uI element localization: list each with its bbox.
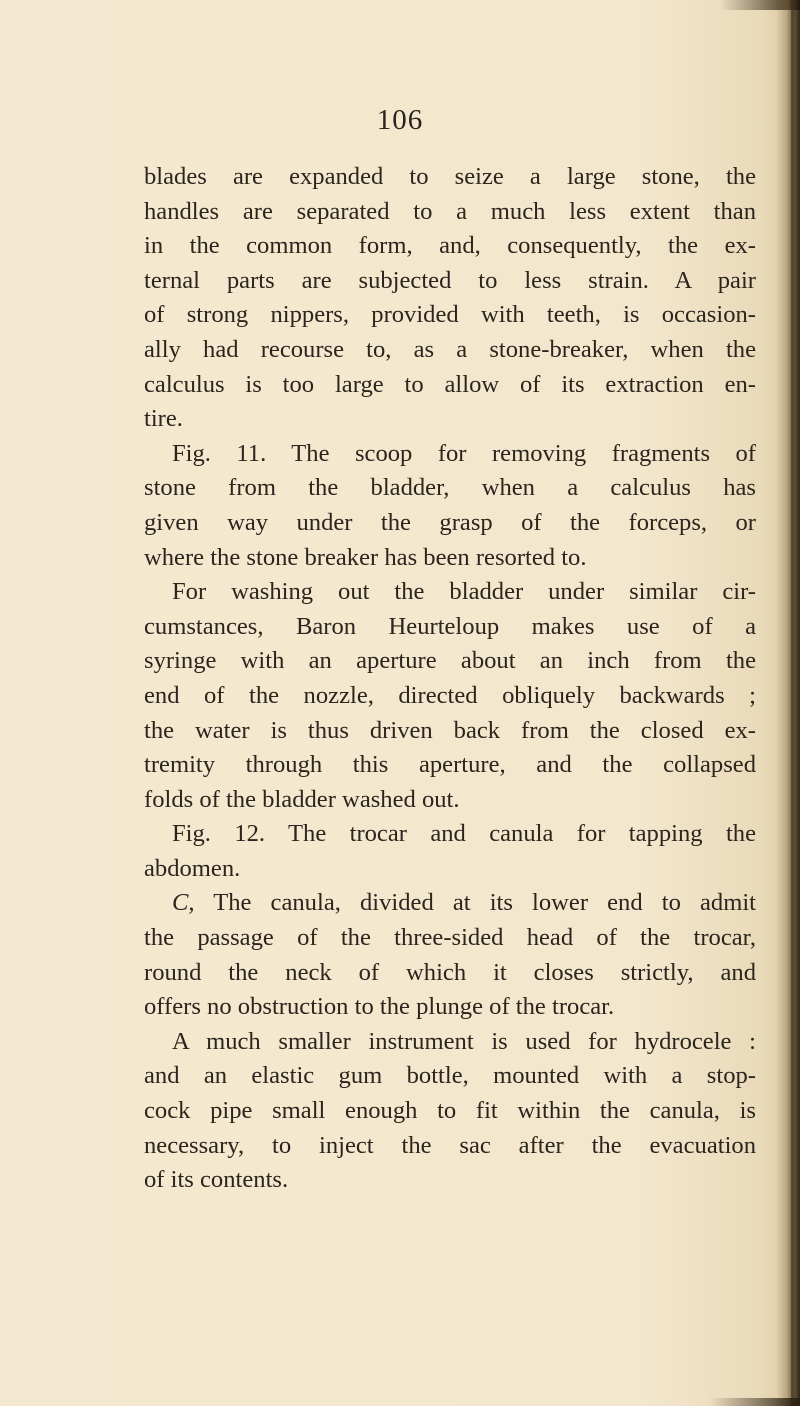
text-line: handles are separated to a much less extent than (144, 197, 756, 225)
page-edge-shadow-bottom (710, 1398, 800, 1406)
text-line: cock pipe small enough to fit within the canula, is (144, 1097, 756, 1125)
text-line: ally had recourse to, as a stone-breaker, when the (144, 335, 756, 363)
text-line: cumstances, Baron Heurteloup makes use of a (144, 612, 756, 640)
text-line: the passage of the three-sided head of the trocar, (144, 924, 756, 952)
text-line: given way under the grasp of the forceps, or (144, 508, 756, 536)
text-line: the water is thus driven back from the closed ex- (144, 716, 756, 744)
text-line: stone from the bladder, when a calculus has (144, 474, 756, 502)
text-line: tremity through this aperture, and the collapsed (144, 751, 756, 779)
text-line: ternal parts are subjected to less strain. A pair (144, 266, 756, 294)
text-line: and an elastic gum bottle, mounted with a stop- (144, 1062, 756, 1090)
text-line: in the common form, and, consequently, the ex- (144, 232, 756, 260)
page-edge-line (791, 0, 794, 1406)
text-line: A much smaller instrument is used for hydrocele : (172, 1027, 756, 1055)
text-line: folds of the bladder washed out. (144, 785, 460, 813)
text-line: where the stone breaker has been resorted to. (144, 543, 587, 571)
text-line (144, 886, 756, 921)
text-line: For washing out the bladder under similar cir- (172, 578, 756, 606)
text-line: of its contents. (144, 1166, 289, 1194)
page-binding-shadow (776, 0, 800, 1406)
text-line: end of the nozzle, directed obliquely backwards ; (144, 681, 756, 709)
body-text (144, 160, 756, 1198)
text-line: syringe with an aperture about an inch from the (144, 647, 756, 675)
text-line: abdomen. (144, 854, 241, 882)
text-line: calculus is too large to allow of its extraction en- (144, 370, 756, 398)
figure-caption-line: Fig. 11. The scoop for removing fragments of (172, 439, 756, 467)
text-line: of strong nippers, provided with teeth, is occasion- (144, 301, 756, 329)
figure-part-label: C, (172, 889, 195, 917)
text-line: blades are expanded to seize a large stone, the (144, 163, 756, 190)
page-number: 106 (376, 104, 424, 136)
text-line-rest: The canula, divided at its lower end to admit (194, 889, 756, 917)
text-line: round the neck of which it closes strictly, and (144, 958, 756, 986)
text-line: necessary, to inject the sac after the evacuation (144, 1131, 756, 1159)
text-line: tire. (144, 405, 183, 433)
text-line: offers no obstruction to the plunge of the trocar. (144, 993, 615, 1021)
figure-caption-line: Fig. 12. The trocar and canula for tapping the (172, 820, 756, 848)
